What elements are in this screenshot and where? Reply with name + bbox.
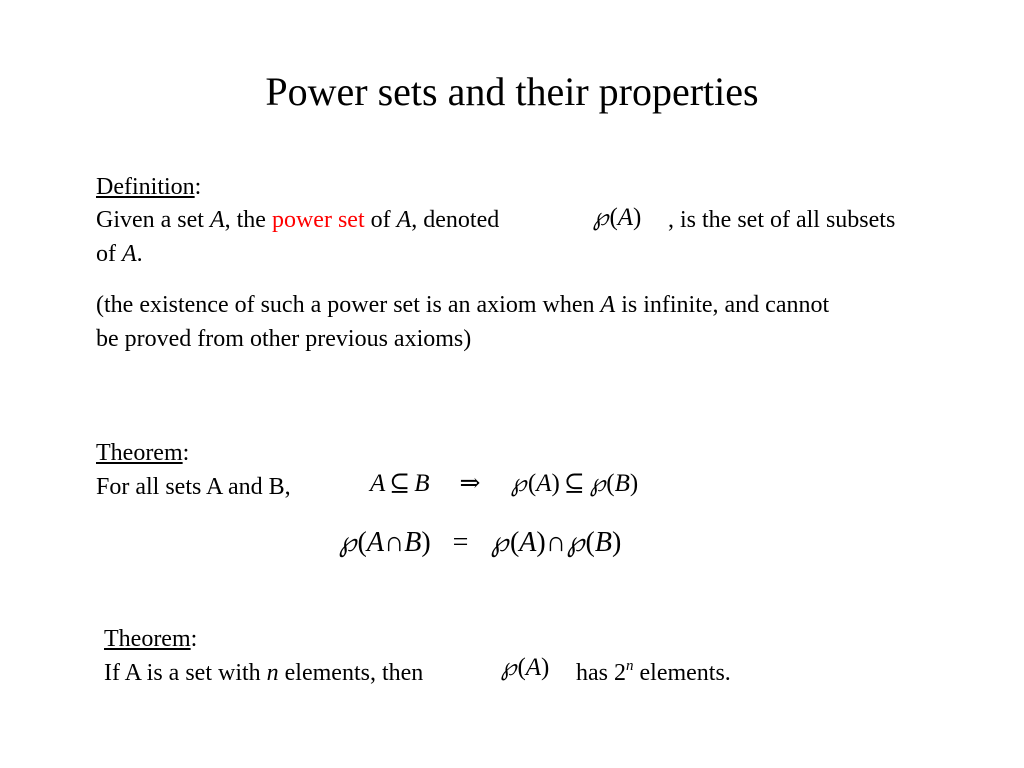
exponent-n: n (626, 658, 634, 674)
set-a-variable: A (370, 470, 386, 497)
definition-period: . (136, 241, 143, 267)
set-a-variable: A (519, 527, 537, 558)
power-set-symbol: ℘ (500, 654, 517, 681)
definition-the-text: , the (224, 207, 272, 233)
set-b-variable: B (614, 470, 630, 497)
definition-of-text: of (96, 241, 122, 267)
open-paren: ( (585, 527, 595, 558)
definition-heading-line (96, 172, 201, 202)
set-b-variable: B (414, 470, 430, 497)
power-set-symbol: ℘ (566, 527, 585, 558)
intersection-formula (338, 526, 621, 560)
theorem-2-conclusion (576, 658, 731, 691)
close-paren: ) (541, 654, 550, 681)
cap-symbol: ∩ (545, 527, 566, 558)
definition-line-2 (96, 239, 143, 269)
power-set-symbol: ℘ (511, 470, 528, 497)
set-a-variable: A (600, 292, 616, 318)
open-paren: ( (609, 204, 618, 231)
n-variable: n (266, 660, 279, 686)
subseteq-symbol: ⊆ (563, 470, 585, 497)
power-set-symbol: ℘ (589, 470, 606, 497)
power-set-notation (500, 653, 549, 683)
theorem-2-has: has 2 (576, 660, 626, 686)
theorem-2-suffix: elements. (633, 660, 731, 686)
power-set-symbol: ℘ (592, 204, 609, 231)
theorem-2-prefix: If A is a set with (104, 660, 267, 686)
open-paren: ( (517, 654, 526, 681)
close-paren: ) (633, 204, 642, 231)
definition-line-1-end: , is the set of all subsets (668, 207, 896, 233)
theorem-1-heading: Theorem (96, 440, 183, 466)
open-paren: ( (357, 527, 367, 558)
power-set-symbol: ℘ (338, 527, 357, 558)
theorem-2-heading-line (104, 624, 197, 654)
cap-symbol: ∩ (383, 527, 405, 558)
close-paren: ) (421, 527, 431, 558)
set-a-variable: A (122, 241, 137, 267)
set-a-variable: A (617, 204, 634, 231)
set-a-variable: A (396, 207, 412, 233)
power-set-term: power set (271, 207, 365, 233)
set-a-variable: A (525, 654, 542, 681)
set-b-variable: B (594, 527, 612, 558)
close-paren: ) (611, 527, 622, 558)
subset-implies-formula (370, 469, 638, 499)
open-paren: ( (606, 470, 615, 497)
close-paren: ) (551, 470, 560, 497)
theorem-1-heading-line (96, 438, 189, 468)
open-paren: ( (509, 527, 520, 558)
set-a-variable: A (366, 527, 384, 558)
theorem-1-colon: : (182, 440, 190, 466)
axiom-note-line-1 (96, 290, 829, 320)
theorem-2-heading: Theorem (104, 626, 191, 652)
definition-of-text: of (364, 207, 397, 233)
definition-denoted-text: , denoted (411, 207, 500, 233)
axiom-note-text-end: is infinite, and cannot (615, 292, 830, 318)
theorem-2-statement (104, 658, 423, 688)
set-b-variable: B (404, 527, 422, 558)
axiom-note-text: (the existence of such a power set is an axiom when (96, 292, 601, 318)
close-paren: ) (629, 470, 639, 497)
axiom-note-line-2: be proved from other previous axioms) (96, 326, 472, 352)
theorem-1-statement: For all sets A and B, (96, 474, 291, 500)
subseteq-symbol: ⊆ (389, 470, 411, 497)
implies-symbol: ⇒ (459, 470, 481, 497)
definition-given-text: Given a set (96, 207, 210, 233)
open-paren: ( (527, 470, 537, 497)
slide-title: Power sets and their properties (265, 69, 759, 114)
theorem-2-colon: : (190, 626, 198, 652)
power-set-symbol: ℘ (491, 527, 509, 558)
definition-heading: Definition (96, 174, 195, 200)
theorem-2-mid: elements, then (278, 660, 424, 686)
definition-colon: : (194, 174, 202, 200)
set-a-variable: A (536, 470, 552, 497)
definition-line-1 (96, 205, 499, 235)
power-set-notation (592, 203, 641, 233)
equals-symbol: = (452, 527, 469, 558)
close-paren: ) (536, 527, 546, 558)
set-a-variable: A (209, 207, 225, 233)
